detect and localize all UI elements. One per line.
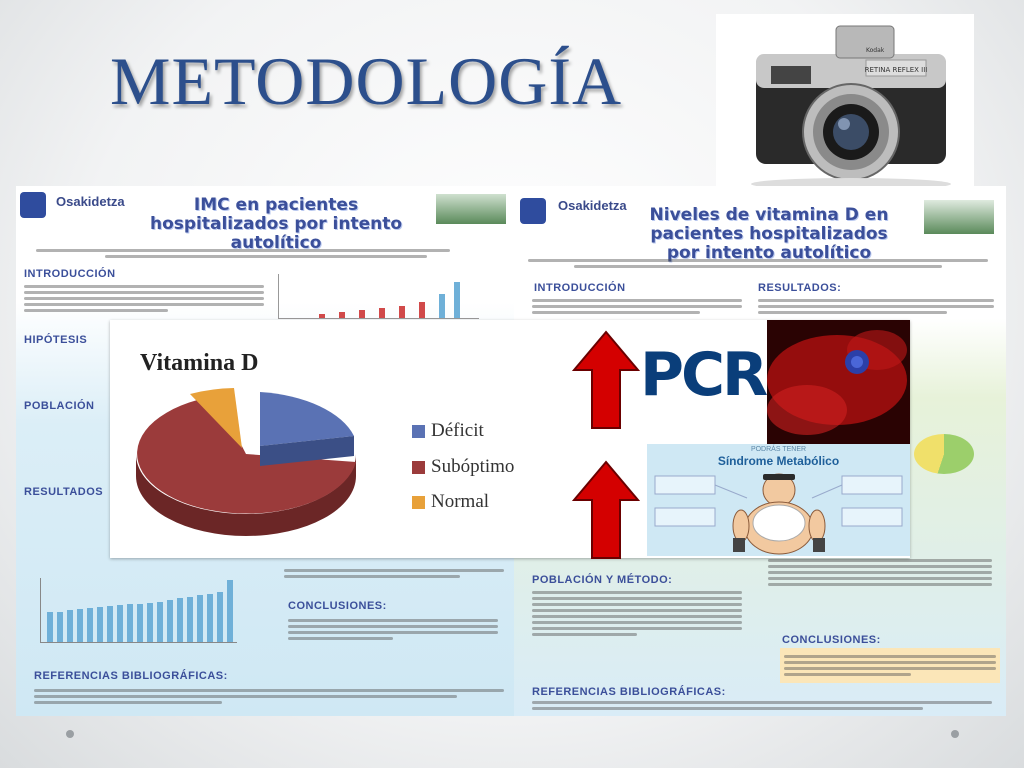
camera-image bbox=[716, 14, 974, 194]
footer-dot bbox=[66, 730, 74, 738]
poster-org: Osakidetza bbox=[56, 194, 125, 209]
up-arrow-icon bbox=[572, 460, 640, 560]
legend-swatch bbox=[412, 496, 425, 509]
metabolic-subtitle: PODRÁS TENER bbox=[750, 446, 807, 453]
legend-label: Subóptimo bbox=[431, 456, 515, 477]
legend-item-deficit bbox=[412, 420, 484, 442]
cell-illustration bbox=[767, 320, 910, 444]
camera-brand-text: Kodak bbox=[866, 47, 885, 54]
osakidetza-logo-icon bbox=[20, 192, 46, 218]
landscape-thumbnail bbox=[924, 200, 994, 234]
poster-title: Niveles de vitamina D en pacientes hospitalizados por intento autolítico bbox=[649, 205, 889, 263]
legend-swatch bbox=[412, 461, 425, 474]
legend-swatch bbox=[412, 425, 425, 438]
poster-section: CONCLUSIONES: bbox=[288, 600, 387, 612]
overweight-man-illustration bbox=[647, 468, 910, 556]
poster-pie-chart bbox=[914, 434, 974, 474]
poster-org: Osakidetza bbox=[558, 198, 627, 213]
poster-section: POBLACIÓN Y MÉTODO: bbox=[532, 574, 673, 586]
up-arrow-icon bbox=[572, 330, 640, 430]
cell-microscopy-image bbox=[767, 320, 910, 444]
poster-section: POBLACIÓN bbox=[24, 400, 95, 412]
legend-label: Normal bbox=[431, 491, 490, 512]
poster-section: REFERENCIAS BIBLIOGRÁFICAS: bbox=[34, 670, 228, 682]
vitamin-chart-title: Vitamina D bbox=[140, 350, 259, 376]
poster-section: RESULTADOS: bbox=[758, 282, 842, 294]
poster-bar-chart bbox=[278, 274, 479, 319]
camera-illustration bbox=[716, 14, 974, 194]
metabolic-title: Síndrome Metabólico bbox=[717, 454, 840, 468]
vitamin-pie-chart bbox=[126, 384, 366, 544]
poster-section: REFERENCIAS BIBLIOGRÁFICAS: bbox=[532, 686, 726, 698]
poster-section: CONCLUSIONES: bbox=[782, 634, 881, 646]
slide-title: METODOLOGÍA bbox=[110, 43, 623, 119]
osakidetza-logo-icon bbox=[520, 198, 546, 224]
legend-item-suboptimo bbox=[412, 456, 514, 478]
poster-section: INTRODUCCIÓN bbox=[24, 268, 116, 280]
poster-section: INTRODUCCIÓN bbox=[534, 282, 626, 294]
poster-section: RESULTADOS bbox=[24, 486, 104, 498]
poster-section: HIPÓTESIS bbox=[24, 334, 88, 346]
camera-model-text: RETINA REFLEX III bbox=[864, 66, 928, 74]
legend-label: Déficit bbox=[431, 420, 484, 441]
poster-title: IMC en pacientes hospitalizados por intento autolítico bbox=[149, 195, 403, 253]
footer-dot bbox=[951, 730, 959, 738]
poster-bottom-chart bbox=[40, 578, 237, 643]
pcr-label: PCR bbox=[640, 340, 766, 410]
landscape-thumbnail bbox=[436, 194, 506, 224]
legend-item-normal bbox=[412, 491, 489, 513]
metabolic-syndrome-panel bbox=[647, 444, 910, 556]
